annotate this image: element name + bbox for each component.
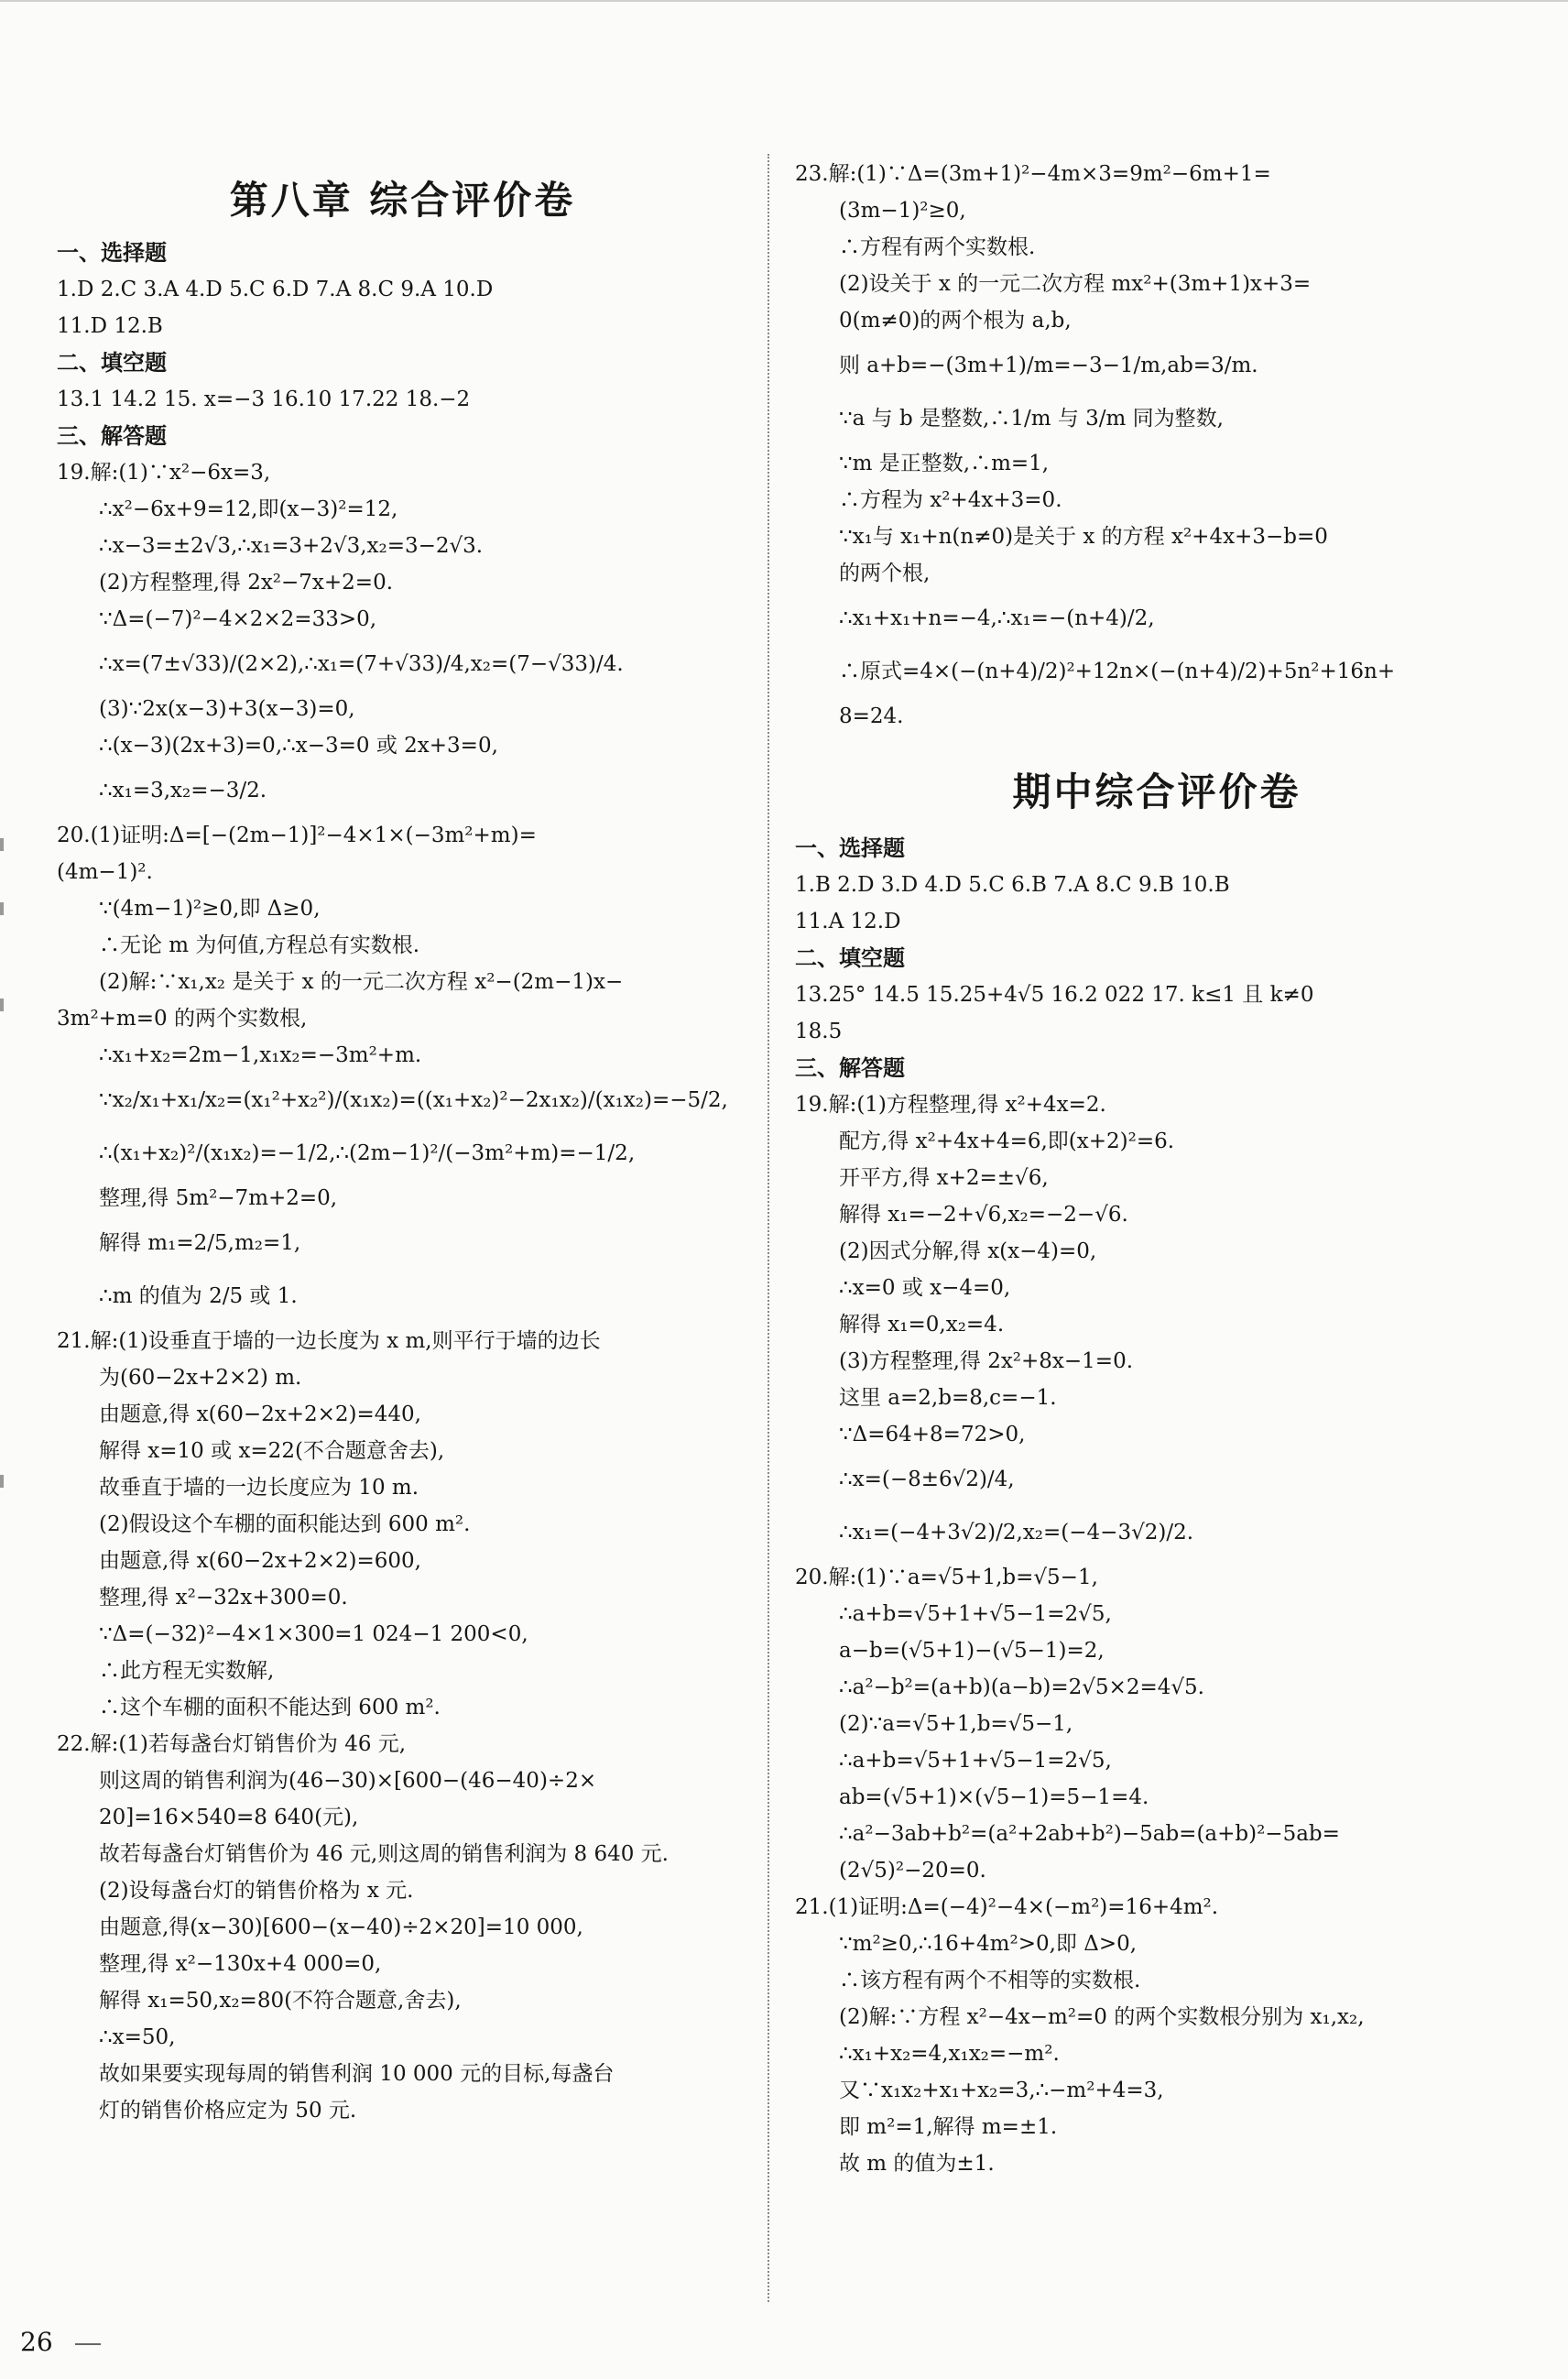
solution-line: 的两个根, xyxy=(839,562,931,585)
edge-mark xyxy=(0,1475,4,1488)
solution-line: 灯的销售价格应定为 50 元. xyxy=(99,2099,357,2123)
solution-line: ∴x=50, xyxy=(99,2025,176,2049)
solution-line: ab=(√5+1)×(√5−1)=5−1=4. xyxy=(839,1785,1149,1809)
solution-line: ∴(x−3)(2x+3)=0,∴x−3=0 或 2x+3=0, xyxy=(99,734,498,758)
section-heading: 三、解答题 xyxy=(795,1055,905,1081)
solution-line: ∴m 的值为 2/5 或 1. xyxy=(99,1284,298,1308)
solution-line: 由题意,得 x(60−2x+2×2)=600, xyxy=(99,1549,421,1573)
solution-line: 即 m²=1,解得 m=±1. xyxy=(839,2115,1058,2139)
solution-line: (2)解:∵方程 x²−4x−m²=0 的两个实数根分别为 x₁,x₂, xyxy=(839,2005,1365,2029)
solution-line: (2)设关于 x 的一元二次方程 mx²+(3m+1)x+3= xyxy=(839,272,1312,296)
solution-line: (2)假设这个车棚的面积能达到 600 m². xyxy=(99,1512,471,1536)
solution-line: 20.(1)证明:Δ=[−(2m−1)]²−4×1×(−3m²+m)= xyxy=(57,824,537,847)
solution-line: ∵Δ=(−7)²−4×2×2=33>0, xyxy=(99,607,377,631)
right-column xyxy=(795,156,1519,2182)
solution-line: (2√5)²−20=0. xyxy=(839,1859,986,1882)
solution-line: ∴a²−b²=(a+b)(a−b)=2√5×2=4√5. xyxy=(839,1675,1204,1699)
solution-line: 20]=16×540=8 640(元), xyxy=(99,1806,359,1829)
solution-line: 又∵x₁x₂+x₁+x₂=3,∴−m²+4=3, xyxy=(839,2079,1164,2102)
solution-line: 22.解:(1)若每盏台灯销售价为 46 元, xyxy=(57,1732,407,1756)
solution-line: ∴x₁+x₂=2m−1,x₁x₂=−3m²+m. xyxy=(99,1043,422,1067)
solution-line: 整理,得 x²−32x+300=0. xyxy=(99,1586,348,1610)
solution-line: 解得 m₁=2/5,m₂=1, xyxy=(99,1231,301,1255)
solution-line: ∴x−3=±2√3,∴x₁=3+2√3,x₂=3−2√3. xyxy=(99,534,484,558)
solution-line: ∴a+b=√5+1+√5−1=2√5, xyxy=(839,1602,1112,1626)
solution-line: 整理,得 5m²−7m+2=0, xyxy=(99,1186,338,1210)
page-number-dash xyxy=(75,2343,101,2345)
solution-line: ∵x₁与 x₁+n(n≠0)是关于 x 的方程 x²+4x+3−b=0 xyxy=(839,525,1328,549)
section-heading: 一、选择题 xyxy=(57,240,167,266)
solution-line: 则这周的销售利润为(46−30)×[600−(46−40)÷2× xyxy=(99,1769,597,1793)
solution-line: 整理,得 x²−130x+4 000=0, xyxy=(99,1952,382,1976)
edge-mark xyxy=(0,999,4,1011)
solution-line: 故若每盏台灯销售价为 46 元,则这周的销售利润为 8 640 元. xyxy=(99,1842,669,1866)
solution-line: 故 m 的值为±1. xyxy=(839,2152,995,2176)
solution-line: 解得 x₁=50,x₂=80(不符合题意,舍去), xyxy=(99,1989,462,2013)
solution-line: 8=24. xyxy=(839,704,904,728)
solution-line: (2)方程整理,得 2x²−7x+2=0. xyxy=(99,571,394,595)
column-divider xyxy=(768,154,769,2302)
solution-line: 这里 a=2,b=8,c=−1. xyxy=(839,1386,1057,1410)
solution-line: ∴x₁+x₂=4,x₁x₂=−m². xyxy=(839,2042,1060,2066)
solution-line: ∴方程有两个实数根. xyxy=(839,235,1036,259)
solution-line: ∴此方程无实数解, xyxy=(99,1659,275,1683)
solution-line: ∴方程为 x²+4x+3=0. xyxy=(839,488,1062,512)
answer-line: 1.B 2.D 3.D 4.D 5.C 6.B 7.A 8.C 9.B 10.B xyxy=(795,873,1230,897)
solution-line: ∵x₂/x₁+x₁/x₂=(x₁²+x₂²)/(x₁x₂)=((x₁+x₂)²−2x₁x₂)/(x₁x₂)=−5/2, xyxy=(99,1088,728,1112)
section-heading: 二、填空题 xyxy=(57,350,167,376)
solution-line: 开平方,得 x+2=±√6, xyxy=(839,1166,1049,1190)
solution-line: 由题意,得(x−30)[600−(x−40)÷2×20]=10 000, xyxy=(99,1915,583,1939)
solution-line: 故垂直于墙的一边长度应为 10 m. xyxy=(99,1476,419,1500)
solution-line: 解得 x₁=−2+√6,x₂=−2−√6. xyxy=(839,1203,1128,1227)
solution-line: 由题意,得 x(60−2x+2×2)=440, xyxy=(99,1402,421,1426)
solution-line: 解得 x₁=0,x₂=4. xyxy=(839,1313,1005,1337)
solution-line: ∴无论 m 为何值,方程总有实数根. xyxy=(99,933,420,957)
solution-line: a−b=(√5+1)−(√5−1)=2, xyxy=(839,1639,1105,1663)
solution-line: ∵Δ=64+8=72>0, xyxy=(839,1423,1026,1446)
section-heading: 三、解答题 xyxy=(57,423,167,449)
solution-line: 则 a+b=−(3m+1)/m=−3−1/m,ab=3/m. xyxy=(839,354,1258,377)
solution-line: ∵a 与 b 是整数,∴1/m 与 3/m 同为整数, xyxy=(839,407,1224,431)
solution-line: 0(m≠0)的两个根为 a,b, xyxy=(839,309,1072,333)
solution-line: ∵m²≥0,∴16+4m²>0,即 Δ>0, xyxy=(839,1932,1138,1956)
solution-line: ∴该方程有两个不相等的实数根. xyxy=(839,1969,1141,1992)
solution-line: 为(60−2x+2×2) m. xyxy=(99,1366,302,1390)
solution-line: ∴x=(−8±6√2)/4, xyxy=(839,1468,1015,1491)
solution-line: ∴x₁=(−4+3√2)/2,x₂=(−4−3√2)/2. xyxy=(839,1521,1194,1544)
solution-line: ∴x=(7±√33)/(2×2),∴x₁=(7+√33)/4,x₂=(7−√33)/4. xyxy=(99,652,624,676)
solution-line: 21.解:(1)设垂直于墙的一边长度为 x m,则平行于墙的边长 xyxy=(57,1329,601,1353)
solution-line: (3)∵2x(x−3)+3(x−3)=0, xyxy=(99,697,355,721)
solution-line: ∴a+b=√5+1+√5−1=2√5, xyxy=(839,1749,1112,1773)
solution-line: (2)∵a=√5+1,b=√5−1, xyxy=(839,1712,1073,1736)
answer-line: 11.D 12.B xyxy=(57,314,163,338)
solution-line: (2)设每盏台灯的销售价格为 x 元. xyxy=(99,1879,414,1903)
solution-line: 解得 x=10 或 x=22(不合题意舍去), xyxy=(99,1439,445,1463)
edge-mark xyxy=(0,902,4,915)
solution-line: ∴x₁=3,x₂=−3/2. xyxy=(99,779,267,802)
section-heading: 一、选择题 xyxy=(795,835,905,861)
left-column xyxy=(57,154,748,2129)
solution-line: 20.解:(1)∵a=√5+1,b=√5−1, xyxy=(795,1566,1098,1589)
answer-line: 13.25° 14.5 15.25+4√5 16.2 022 17. k≤1 且 k≠0 xyxy=(795,983,1314,1007)
section-heading: 二、填空题 xyxy=(795,945,905,971)
solution-line: ∴a²−3ab+b²=(a²+2ab+b²)−5ab=(a+b)²−5ab= xyxy=(839,1822,1340,1846)
solution-line: ∴原式=4×(−(n+4)/2)²+12n×(−(n+4)/2)+5n²+16n+ xyxy=(839,660,1396,683)
chapter-title: 第八章 综合评价卷 xyxy=(229,178,576,223)
solution-line: 配方,得 x²+4x+4=6,即(x+2)²=6. xyxy=(839,1129,1175,1153)
midterm-title: 期中综合评价卷 xyxy=(1012,769,1301,814)
solution-line: ∴x=0 或 x−4=0, xyxy=(839,1276,1011,1300)
answer-line: 18.5 xyxy=(795,1020,843,1043)
solution-line: ∵Δ=(−32)²−4×1×300=1 024−1 200<0, xyxy=(99,1622,528,1646)
solution-line: (2)因式分解,得 x(x−4)=0, xyxy=(839,1239,1097,1263)
solution-line: ∴这个车棚的面积不能达到 600 m². xyxy=(99,1696,441,1719)
answer-line: 11.A 12.D xyxy=(795,910,901,933)
solution-line: (2)解:∵x₁,x₂ 是关于 x 的一元二次方程 x²−(2m−1)x− xyxy=(99,970,624,994)
solution-line: ∵m 是正整数,∴m=1, xyxy=(839,452,1050,475)
solution-line: (3m−1)²≥0, xyxy=(839,199,966,223)
solution-line: 3m²+m=0 的两个实数根, xyxy=(57,1007,308,1031)
solution-line: 19.解:(1)方程整理,得 x²+4x=2. xyxy=(795,1093,1106,1117)
edge-mark xyxy=(0,838,4,851)
solution-line: (3)方程整理,得 2x²+8x−1=0. xyxy=(839,1349,1134,1373)
solution-line: ∴x²−6x+9=12,即(x−3)²=12, xyxy=(99,497,398,521)
solution-line: (4m−1)². xyxy=(57,860,153,884)
solution-line: 故如果要实现每周的销售利润 10 000 元的目标,每盏台 xyxy=(99,2062,615,2086)
solution-line: ∵(4m−1)²≥0,即 Δ≥0, xyxy=(99,897,321,921)
answer-line: 13.1 14.2 15. x=−3 16.10 17.22 18.−2 xyxy=(57,387,471,411)
solution-line: ∴(x₁+x₂)²/(x₁x₂)=−1/2,∴(2m−1)²/(−3m²+m)=−1/2, xyxy=(99,1141,636,1165)
solution-line: 19.解:(1)∵x²−6x=3, xyxy=(57,461,271,485)
solution-line: 21.(1)证明:Δ=(−4)²−4×(−m²)=16+4m². xyxy=(795,1895,1219,1919)
answer-line: 1.D 2.C 3.A 4.D 5.C 6.D 7.A 8.C 9.A 10.D xyxy=(57,278,494,301)
solution-line: 23.解:(1)∵Δ=(3m+1)²−4m×3=9m²−6m+1= xyxy=(795,162,1271,186)
solution-line: ∴x₁+x₁+n=−4,∴x₁=−(n+4)/2, xyxy=(839,606,1155,630)
page-number: 26 xyxy=(20,2327,53,2357)
top-rule xyxy=(0,0,1568,7)
